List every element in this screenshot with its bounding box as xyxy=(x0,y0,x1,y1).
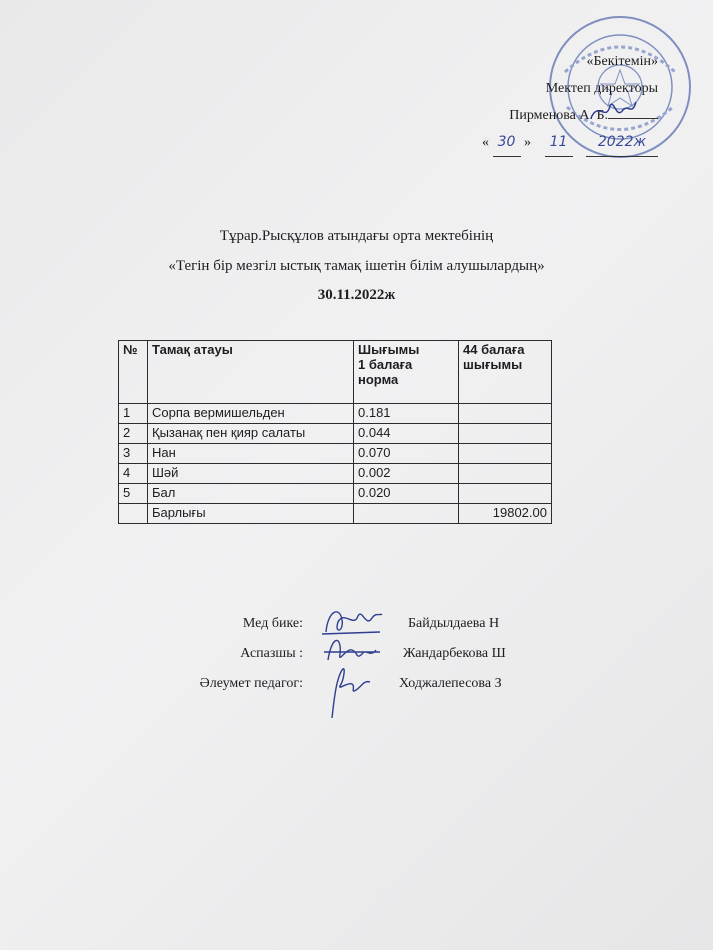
table-cell xyxy=(459,424,552,444)
table-cell xyxy=(119,504,148,524)
heading-date: 30.11.2022ж xyxy=(317,287,396,303)
table-row xyxy=(119,444,552,464)
table-cell: 4 xyxy=(119,464,148,484)
table-header-row xyxy=(119,341,552,404)
table-cell xyxy=(459,484,552,504)
table-row xyxy=(119,404,552,424)
table-cell: 0.070 xyxy=(354,444,459,464)
table-cell xyxy=(459,444,552,464)
table-cell: Сорпа вермишельден xyxy=(148,404,354,424)
food-table xyxy=(118,340,552,524)
table-cell xyxy=(354,504,459,524)
approval-title: «Бекітемін» xyxy=(586,54,658,69)
approval-role: Мектеп директоры xyxy=(545,81,658,96)
table-cell: 0.020 xyxy=(354,484,459,504)
table-cell xyxy=(459,464,552,484)
table-total-value: 19802.00 xyxy=(459,504,552,524)
signature-name: Байдылдаева Н xyxy=(408,616,500,631)
table-cell: 0.044 xyxy=(354,424,459,444)
table-header-cell: № xyxy=(119,341,148,404)
table-header-cell: Тамақ атауы xyxy=(148,341,354,404)
signature-label: Әлеумет педагог: xyxy=(199,676,303,691)
table-cell: Барлығы xyxy=(148,504,354,524)
table-cell: Шәй xyxy=(148,464,354,484)
table-cell: 0.181 xyxy=(354,404,459,424)
table-header-cell: Шығымы 1 балаға норма xyxy=(354,341,459,404)
table-cell xyxy=(459,404,552,424)
heading-line-2: «Тегін бір мезгіл ыстық тамақ ішетін білім алушылардың» xyxy=(168,258,545,274)
table-row xyxy=(119,424,552,444)
table-cell: Нан xyxy=(148,444,354,464)
table-total-row xyxy=(119,504,552,524)
signature-name: Жандарбекова Ш xyxy=(403,646,506,661)
table-cell: 1 xyxy=(119,404,148,424)
table-cell: 3 xyxy=(119,444,148,464)
signature-label: Аспазшы : xyxy=(240,646,303,661)
approval-date-month: 11 xyxy=(545,129,573,157)
approval-date-year: 2022ж xyxy=(586,129,658,157)
table-row xyxy=(119,484,552,504)
table-header-cell: 44 балаға шығымы xyxy=(459,341,552,404)
approval-date-day: 30 xyxy=(493,129,521,157)
signature-label: Мед бике: xyxy=(242,616,303,631)
table-cell: 2 xyxy=(119,424,148,444)
signature-name: Ходжалепесова З xyxy=(399,676,502,691)
social-pedagogue-signature xyxy=(322,660,380,720)
table-cell: 0.002 xyxy=(354,464,459,484)
director-signature xyxy=(588,96,638,126)
approval-name: Пирменова А. Б. xyxy=(482,102,658,129)
table-cell: 5 xyxy=(119,484,148,504)
heading-line-1: Тұрар.Рысқұлов атындағы орта мектебінің xyxy=(219,228,494,244)
table-cell: Қызанақ пен қияр салаты xyxy=(148,424,354,444)
table-cell: Бал xyxy=(148,484,354,504)
approval-date: « 30 » 11 2022ж xyxy=(482,129,658,157)
table-row xyxy=(119,464,552,484)
